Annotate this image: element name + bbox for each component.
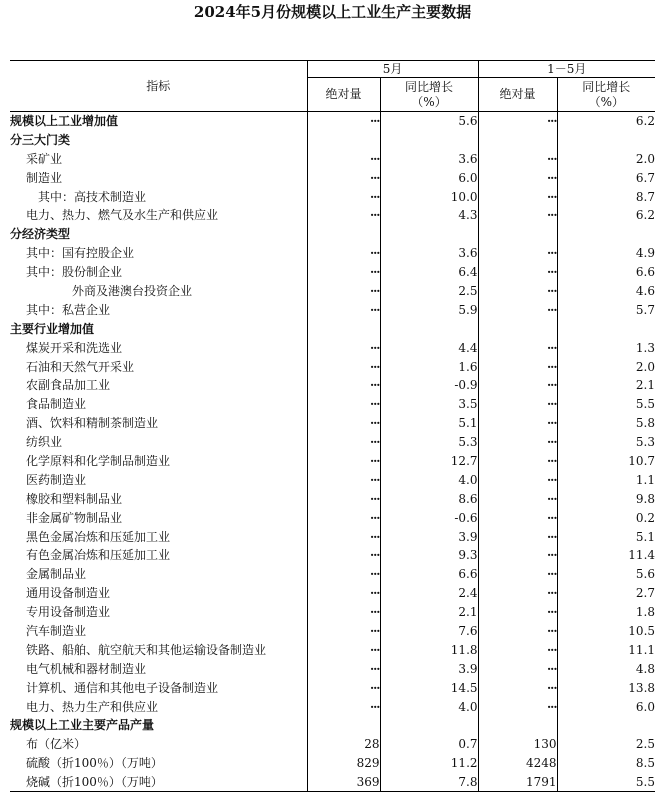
- row-label: 有色金属冶炼和压延加工业: [26, 548, 171, 563]
- header-period-ytd: 1－5月: [478, 61, 655, 78]
- section-heading: 规模以上工业增加值: [10, 114, 119, 129]
- cell-ytd-yoy: 1.3: [557, 338, 655, 357]
- table-row: [10, 300, 655, 319]
- cell-ytd-abs: ···: [478, 678, 557, 697]
- table-row: [10, 489, 655, 508]
- cell-ytd-abs: ···: [478, 433, 557, 452]
- row-label: 电气机械和器材制造业: [26, 661, 147, 676]
- cell-may-yoy: 3.5: [380, 395, 478, 414]
- row-label: 汽车制造业: [26, 623, 87, 638]
- cell-ytd-yoy: 5.8: [557, 414, 655, 433]
- cell-ytd-abs: ···: [478, 244, 557, 263]
- table-row: [10, 697, 655, 716]
- cell-ytd-abs: ···: [478, 603, 557, 622]
- table-row: [10, 659, 655, 678]
- cell-may-abs: ···: [307, 603, 380, 622]
- cell-ytd-yoy: 5.3: [557, 433, 655, 452]
- row-label: 食品制造业: [26, 397, 87, 412]
- row-label: 金属制品业: [26, 567, 87, 582]
- cell-ytd-abs: 4248: [478, 754, 557, 773]
- cell-may-abs: ···: [307, 527, 380, 546]
- section-heading: 规模以上工业主要产品产量: [10, 718, 155, 733]
- cell-ytd-abs: ···: [478, 338, 557, 357]
- cell-may-yoy: 5.3: [380, 433, 478, 452]
- page-title: 2024年5月份规模以上工业生产主要数据: [193, 3, 472, 21]
- cell-ytd-yoy: 2.7: [557, 584, 655, 603]
- cell-ytd-yoy: 11.1: [557, 640, 655, 659]
- section-heading: 主要行业增加值: [10, 321, 95, 336]
- row-label: 计算机、通信和其他电子设备制造业: [26, 680, 219, 695]
- table-row: [10, 622, 655, 641]
- header-ytd-yoy: [557, 78, 655, 112]
- cell-may-abs: ···: [307, 168, 380, 187]
- table-header: [10, 61, 655, 112]
- cell-may-yoy: -0.9: [380, 376, 478, 395]
- cell-ytd-yoy: 6.6: [557, 263, 655, 282]
- cell-may-yoy: 3.6: [380, 244, 478, 263]
- cell-ytd-abs: ···: [478, 697, 557, 716]
- cell-ytd-yoy: 4.9: [557, 244, 655, 263]
- section-heading: 分三大门类: [10, 132, 71, 147]
- cell-may-abs: ···: [307, 470, 380, 489]
- row-label: 其中：私营企业: [26, 302, 111, 317]
- cell-may-yoy: 11.2: [380, 754, 478, 773]
- cell-may-abs: ···: [307, 206, 380, 225]
- cell-ytd-abs: [478, 716, 557, 735]
- row-label: 专用设备制造业: [26, 605, 111, 620]
- cell-may-yoy: 5.9: [380, 300, 478, 319]
- table-row: [10, 168, 655, 187]
- header-period-may: 5月: [307, 61, 478, 78]
- cell-may-abs: ···: [307, 357, 380, 376]
- cell-ytd-yoy: 1.8: [557, 603, 655, 622]
- table-row: [10, 225, 655, 244]
- table-row: [10, 527, 655, 546]
- cell-may-abs: ···: [307, 244, 380, 263]
- cell-ytd-yoy: 2.5: [557, 735, 655, 754]
- cell-may-yoy: 6.0: [380, 168, 478, 187]
- cell-may-yoy: -0.6: [380, 508, 478, 527]
- header-yoy-line1: 同比增长: [405, 79, 454, 94]
- table-row: [10, 470, 655, 489]
- cell-ytd-yoy: 11.4: [557, 546, 655, 565]
- cell-may-abs: ···: [307, 640, 380, 659]
- cell-ytd-abs: ···: [478, 282, 557, 301]
- table-row: [10, 244, 655, 263]
- cell-may-abs: ···: [307, 395, 380, 414]
- cell-may-abs: 28: [307, 735, 380, 754]
- row-label: 农副食品加工业: [26, 378, 111, 393]
- cell-ytd-abs: ···: [478, 584, 557, 603]
- cell-may-yoy: 6.4: [380, 263, 478, 282]
- row-label: 其中：国有控股企业: [26, 246, 135, 261]
- table-row: [10, 149, 655, 168]
- cell-ytd-yoy: 2.0: [557, 149, 655, 168]
- row-label: 其中：高技术制造业: [38, 189, 147, 204]
- cell-may-yoy: 4.3: [380, 206, 478, 225]
- cell-ytd-abs: ···: [478, 565, 557, 584]
- row-label: 通用设备制造业: [26, 586, 111, 601]
- table-row: [10, 357, 655, 376]
- cell-ytd-abs: ···: [478, 452, 557, 471]
- cell-may-yoy: 6.6: [380, 565, 478, 584]
- row-label: 酒、饮料和精制茶制造业: [26, 416, 159, 431]
- table-row: [10, 319, 655, 338]
- row-label: 电力、热力生产和供应业: [26, 699, 159, 714]
- row-label: 橡胶和塑料制品业: [26, 491, 123, 506]
- header-may-yoy: [380, 78, 478, 112]
- cell-may-abs: ···: [307, 149, 380, 168]
- row-label: 非金属矿物制品业: [26, 510, 123, 525]
- cell-may-yoy: 4.0: [380, 697, 478, 716]
- cell-may-abs: ···: [307, 112, 380, 131]
- table-row: [10, 603, 655, 622]
- table-row: [10, 584, 655, 603]
- cell-may-abs: [307, 130, 380, 149]
- cell-may-abs: ···: [307, 433, 380, 452]
- cell-ytd-abs: [478, 319, 557, 338]
- cell-may-abs: ···: [307, 697, 380, 716]
- table-row: [10, 508, 655, 527]
- cell-ytd-abs: 130: [478, 735, 557, 754]
- cell-ytd-abs: ···: [478, 640, 557, 659]
- table-row: [10, 338, 655, 357]
- row-label: 医药制造业: [26, 472, 87, 487]
- cell-ytd-yoy: [557, 130, 655, 149]
- cell-may-yoy: 5.6: [380, 112, 478, 131]
- table-row: [10, 112, 655, 131]
- cell-may-abs: 829: [307, 754, 380, 773]
- cell-may-yoy: 3.6: [380, 149, 478, 168]
- header-yoy-line2: （%）: [588, 94, 624, 109]
- cell-ytd-abs: [478, 130, 557, 149]
- cell-may-yoy: 10.0: [380, 187, 478, 206]
- cell-may-abs: ···: [307, 300, 380, 319]
- cell-ytd-yoy: 10.7: [557, 452, 655, 471]
- cell-may-abs: ···: [307, 452, 380, 471]
- cell-may-abs: ···: [307, 489, 380, 508]
- cell-may-yoy: [380, 130, 478, 149]
- cell-ytd-yoy: [557, 225, 655, 244]
- row-label: 其中：股份制企业: [26, 265, 123, 280]
- table-row: [10, 414, 655, 433]
- cell-ytd-yoy: 10.5: [557, 622, 655, 641]
- cell-may-yoy: 4.0: [380, 470, 478, 489]
- cell-may-yoy: 2.5: [380, 282, 478, 301]
- cell-may-abs: 369: [307, 773, 380, 792]
- cell-ytd-abs: ···: [478, 206, 557, 225]
- cell-may-abs: ···: [307, 376, 380, 395]
- cell-ytd-yoy: 5.5: [557, 395, 655, 414]
- cell-may-abs: ···: [307, 546, 380, 565]
- cell-may-yoy: 3.9: [380, 659, 478, 678]
- cell-may-abs: ···: [307, 282, 380, 301]
- cell-may-yoy: [380, 225, 478, 244]
- header-ytd-abs: 绝对量: [478, 78, 557, 112]
- cell-ytd-abs: ···: [478, 414, 557, 433]
- cell-may-abs: ···: [307, 263, 380, 282]
- table-row: [10, 452, 655, 471]
- table-row: [10, 263, 655, 282]
- cell-ytd-yoy: 2.0: [557, 357, 655, 376]
- cell-may-yoy: 9.3: [380, 546, 478, 565]
- cell-may-abs: ···: [307, 584, 380, 603]
- row-label: 铁路、船舶、航空航天和其他运输设备制造业: [26, 642, 267, 657]
- cell-ytd-abs: ···: [478, 187, 557, 206]
- cell-ytd-yoy: 5.6: [557, 565, 655, 584]
- cell-ytd-abs: ···: [478, 168, 557, 187]
- cell-ytd-yoy: [557, 319, 655, 338]
- cell-may-abs: [307, 716, 380, 735]
- cell-ytd-abs: ···: [478, 395, 557, 414]
- table-row: [10, 433, 655, 452]
- cell-ytd-yoy: 8.5: [557, 754, 655, 773]
- row-label: 布（亿米）: [26, 737, 87, 752]
- cell-may-yoy: 7.6: [380, 622, 478, 641]
- cell-ytd-yoy: 5.5: [557, 773, 655, 792]
- cell-ytd-abs: ···: [478, 357, 557, 376]
- cell-ytd-yoy: 1.1: [557, 470, 655, 489]
- cell-may-abs: ···: [307, 187, 380, 206]
- cell-may-abs: ···: [307, 565, 380, 584]
- row-label: 硫酸（折100％）（万吨）: [26, 756, 163, 771]
- cell-ytd-abs: [478, 225, 557, 244]
- table-row: [10, 282, 655, 301]
- cell-may-yoy: 14.5: [380, 678, 478, 697]
- cell-ytd-yoy: 5.1: [557, 527, 655, 546]
- cell-ytd-abs: ···: [478, 546, 557, 565]
- cell-ytd-yoy: 9.8: [557, 489, 655, 508]
- table-row: [10, 395, 655, 414]
- cell-ytd-abs: ···: [478, 527, 557, 546]
- data-table: [10, 60, 655, 792]
- row-label: 烧碱（折100％）（万吨）: [10, 773, 307, 792]
- cell-may-yoy: 5.1: [380, 414, 478, 433]
- cell-may-yoy: [380, 716, 478, 735]
- row-label: 采矿业: [26, 151, 63, 166]
- cell-ytd-yoy: 2.1: [557, 376, 655, 395]
- row-label: 黑色金属冶炼和压延加工业: [26, 529, 171, 544]
- cell-ytd-yoy: 6.2: [557, 206, 655, 225]
- cell-ytd-yoy: 0.2: [557, 508, 655, 527]
- header-indicator: 指标: [10, 61, 307, 112]
- table-row: [10, 640, 655, 659]
- cell-may-yoy: 11.8: [380, 640, 478, 659]
- cell-may-abs: ···: [307, 508, 380, 527]
- cell-may-yoy: 3.9: [380, 527, 478, 546]
- table-row: [10, 735, 655, 754]
- table-row: [10, 206, 655, 225]
- cell-may-yoy: 1.6: [380, 357, 478, 376]
- cell-may-abs: [307, 225, 380, 244]
- cell-ytd-abs: ···: [478, 263, 557, 282]
- table-row: [10, 565, 655, 584]
- header-may-abs: 绝对量: [307, 78, 380, 112]
- cell-ytd-abs: ···: [478, 112, 557, 131]
- header-yoy-line2: （%）: [411, 94, 447, 109]
- cell-ytd-abs: ···: [478, 300, 557, 319]
- cell-ytd-yoy: 13.8: [557, 678, 655, 697]
- row-label: 纺织业: [26, 435, 63, 450]
- cell-may-yoy: 0.7: [380, 735, 478, 754]
- row-label: 电力、热力、燃气及水生产和供应业: [26, 208, 219, 223]
- table-row: [10, 546, 655, 565]
- table-row: [10, 376, 655, 395]
- cell-may-abs: [307, 319, 380, 338]
- cell-ytd-abs: ···: [478, 376, 557, 395]
- cell-ytd-yoy: 6.0: [557, 697, 655, 716]
- cell-ytd-yoy: [557, 716, 655, 735]
- table-row: [10, 754, 655, 773]
- row-label: 煤炭开采和洗选业: [26, 340, 123, 355]
- table-body: [10, 112, 655, 792]
- cell-ytd-yoy: 8.7: [557, 187, 655, 206]
- cell-ytd-abs: ···: [478, 659, 557, 678]
- cell-may-yoy: 4.4: [380, 338, 478, 357]
- cell-ytd-yoy: 6.7: [557, 168, 655, 187]
- cell-may-yoy: 2.1: [380, 603, 478, 622]
- cell-may-abs: ···: [307, 338, 380, 357]
- cell-may-yoy: 2.4: [380, 584, 478, 603]
- cell-ytd-abs: ···: [478, 470, 557, 489]
- row-label: 制造业: [26, 170, 63, 185]
- cell-may-yoy: 8.6: [380, 489, 478, 508]
- table-row: [10, 716, 655, 735]
- table-row: [10, 678, 655, 697]
- cell-may-abs: ···: [307, 622, 380, 641]
- section-heading: 分经济类型: [10, 227, 71, 242]
- table-row: [10, 130, 655, 149]
- cell-ytd-yoy: 6.2: [557, 112, 655, 131]
- table-row: [10, 187, 655, 206]
- cell-may-abs: ···: [307, 678, 380, 697]
- row-label: 化学原料和化学制品制造业: [26, 453, 171, 468]
- row-label: 石油和天然气开采业: [26, 359, 135, 374]
- cell-ytd-abs: ···: [478, 149, 557, 168]
- cell-may-yoy: 12.7: [380, 452, 478, 471]
- cell-may-yoy: 7.8: [380, 773, 478, 792]
- header-yoy-line1: 同比增长: [582, 79, 631, 94]
- cell-may-yoy: [380, 319, 478, 338]
- cell-ytd-abs: ···: [478, 622, 557, 641]
- table-row: [10, 773, 655, 792]
- cell-may-abs: ···: [307, 659, 380, 678]
- cell-ytd-yoy: 5.7: [557, 300, 655, 319]
- cell-ytd-yoy: 4.8: [557, 659, 655, 678]
- cell-ytd-yoy: 4.6: [557, 282, 655, 301]
- cell-ytd-abs: ···: [478, 508, 557, 527]
- row-label: 外商及港澳台投资企业: [72, 283, 193, 298]
- cell-ytd-abs: ···: [478, 489, 557, 508]
- cell-ytd-abs: 1791: [478, 773, 557, 792]
- cell-may-abs: ···: [307, 414, 380, 433]
